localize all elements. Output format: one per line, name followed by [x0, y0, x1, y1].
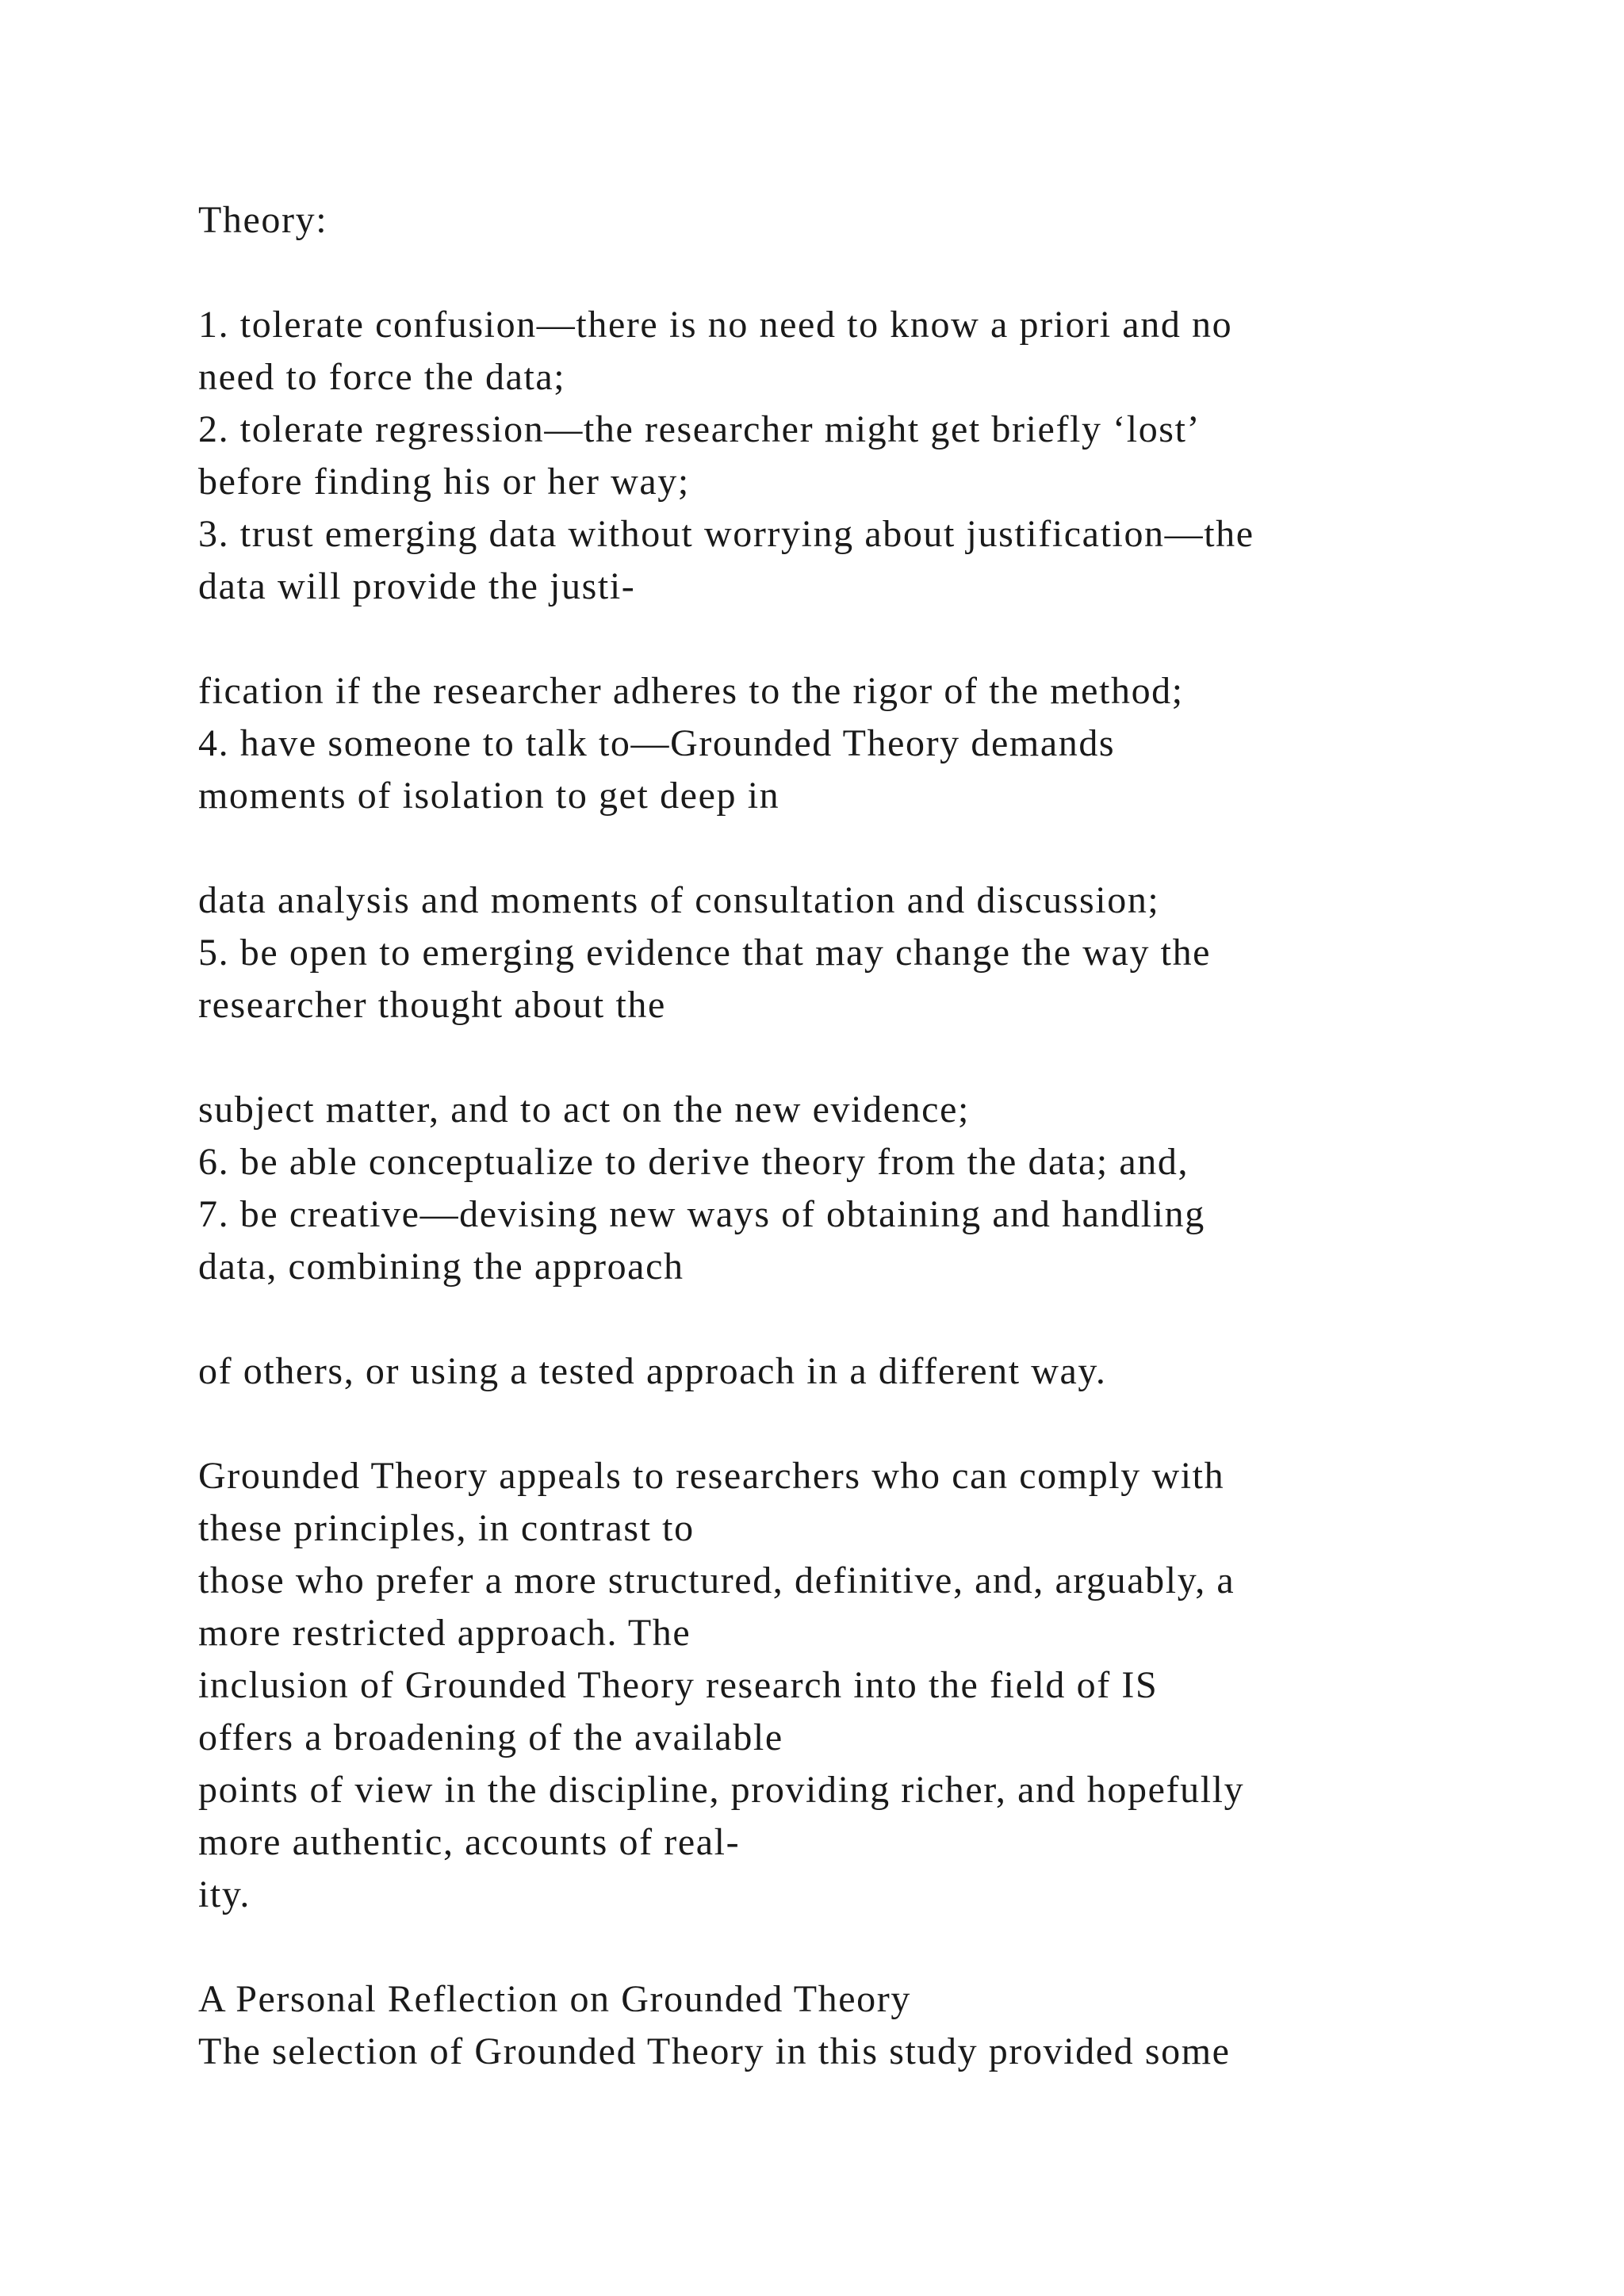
list-item-4-line-2: moments of isolation to get deep in: [198, 775, 780, 817]
paragraph-line-2: these principles, in contrast to: [198, 1507, 695, 1549]
list-item-1-line-1: 1. tolerate confusion—there is no need to know a priori and no: [198, 304, 1233, 346]
section-paragraph-line-1: The selection of Grounded Theory in this study provided some: [198, 2030, 1231, 2072]
list-item-5-line-3: subject matter, and to act on the new evidence;: [198, 1089, 970, 1131]
blank-line: [198, 1921, 1546, 1973]
list-item-7-line-2: data, combining the approach: [198, 1246, 684, 1288]
paragraph-line-3: those who prefer a more structured, definitive, and, arguably, a: [198, 1559, 1235, 1601]
list-item-4-line-1: 4. have someone to talk to—Grounded Theory demands: [198, 722, 1116, 764]
blank-line: [198, 1293, 1546, 1345]
paragraph-line-4: more restricted approach. The: [198, 1612, 691, 1654]
blank-line: [198, 1398, 1546, 1450]
document-body: [198, 194, 1546, 2078]
list-item-6-line-1: 6. be able conceptualize to derive theory from the data; and,: [198, 1141, 1189, 1183]
blank-line: [198, 613, 1546, 665]
blank-line: [198, 1031, 1546, 1084]
paragraph-line-7: points of view in the discipline, providing richer, and hopefully: [198, 1769, 1245, 1811]
section-heading-theory: Theory:: [198, 199, 328, 241]
list-item-1-line-2: need to force the data;: [198, 356, 566, 398]
list-item-3-line-2: data will provide the justi-: [198, 565, 636, 607]
section-heading-personal-reflection: A Personal Reflection on Grounded Theory: [198, 1978, 911, 2020]
blank-line: [198, 822, 1546, 874]
list-item-5-line-2: researcher thought about the: [198, 984, 666, 1026]
list-item-3-line-3: fication if the researcher adheres to the rigor of the method;: [198, 670, 1184, 712]
list-item-5-line-1: 5. be open to emerging evidence that may change the way the: [198, 932, 1212, 974]
list-item-2-line-2: before finding his or her way;: [198, 461, 690, 503]
list-item-2-line-1: 2. tolerate regression—the researcher might get briefly ‘lost’: [198, 408, 1201, 450]
list-item-4-line-3: data analysis and moments of consultation and discussion;: [198, 879, 1160, 921]
list-item-7-line-3: of others, or using a tested approach in a different way.: [198, 1350, 1107, 1392]
paragraph-line-8: more authentic, accounts of real-: [198, 1821, 741, 1863]
blank-line: [198, 247, 1546, 299]
paragraph-line-9: ity.: [198, 1873, 251, 1915]
list-item-7-line-1: 7. be creative—devising new ways of obtaining and handling: [198, 1193, 1205, 1235]
paragraph-line-5: inclusion of Grounded Theory research into the field of IS: [198, 1664, 1159, 1706]
paragraph-line-1: Grounded Theory appeals to researchers who can comply with: [198, 1455, 1225, 1497]
list-item-3-line-1: 3. trust emerging data without worrying about justification—the: [198, 513, 1254, 555]
paragraph-line-6: offers a broadening of the available: [198, 1716, 783, 1758]
